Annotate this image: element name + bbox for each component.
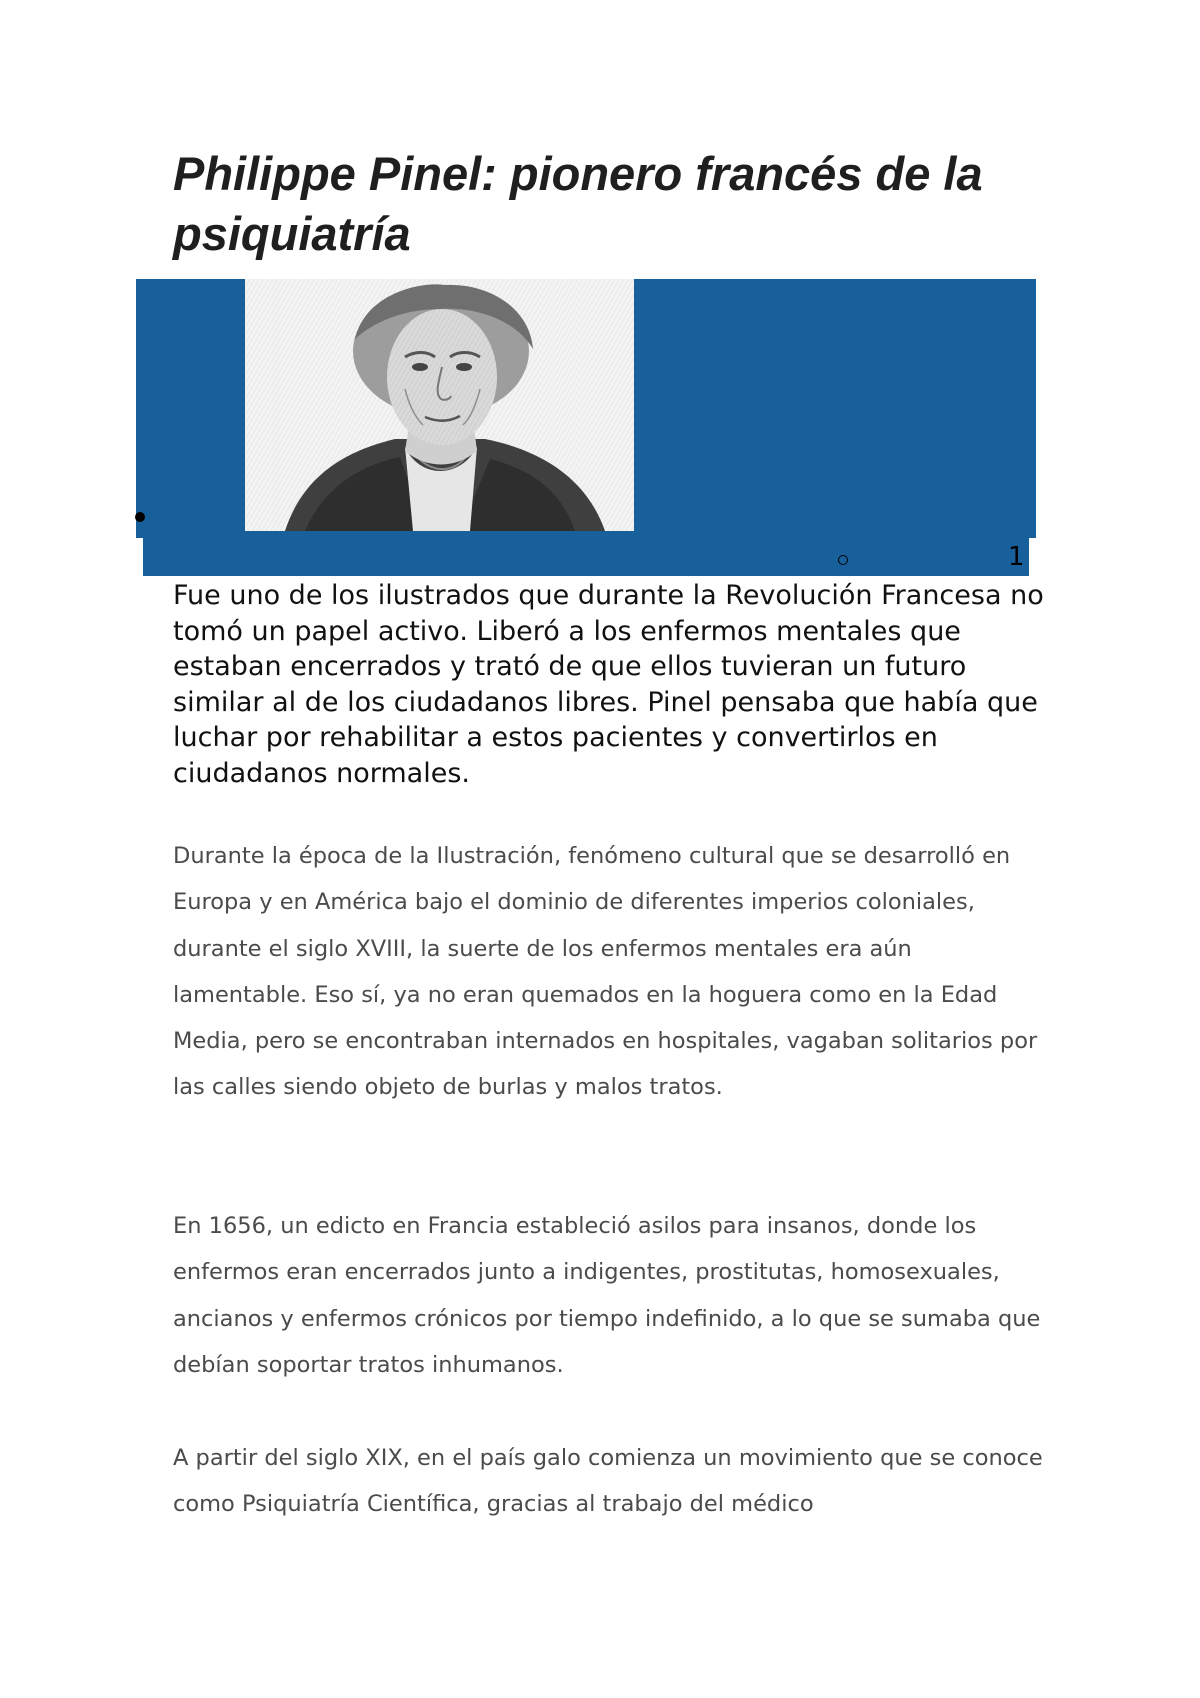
figure-banner-strip [143, 538, 1029, 576]
figure-marker-number: 1 [1008, 542, 1025, 572]
body-paragraph: Durante la época de la Ilustración, fenómeno cultural que se desarrolló en Europa y en América bajo el dominio de diferentes imperios coloniales, durante el siglo XVIII, la suerte de los enfermos mentales era aún lamentable. Eso sí, ya no eran quemados en la hoguera como en la Edad Media, pero se encontraban internados en hospitales, vagaban solitarios por las calles siendo objeto de burlas y malos tratos. [173, 843, 1038, 1101]
lead-paragraph: Fue uno de los ilustrados que durante la Revolución Francesa no tomó un papel activo. Liberó a los enfermos mentales que estaban encerrados y trató de que ellos tuvieran un futuro similar al de los ciudadanos libres. Pinel pensaba que había que luchar por rehabilitar a estos pacientes y convertirlos en ciudadanos normales. [173, 580, 1044, 789]
page-title: Philippe Pinel: pionero francés de la psiquiatría [173, 147, 983, 260]
body-paragraph: A partir del siglo XIX, en el país galo comienza un movimiento que se conoce como Psiquiatría Científica, gracias al trabajo del médico [173, 1445, 1043, 1518]
bullet-dot-icon [135, 512, 145, 522]
body-paragraph: En 1656, un edicto en Francia estableció asilos para insanos, donde los enfermos eran encerrados junto a indigentes, prostitutas, homosexuales, ancianos y enfermos crónicos por tiempo indefinido, a lo que se sumaba que debían soportar tratos inhumanos. [173, 1213, 1041, 1378]
portrait-image [245, 279, 634, 531]
bullet-circle-icon [838, 555, 848, 565]
